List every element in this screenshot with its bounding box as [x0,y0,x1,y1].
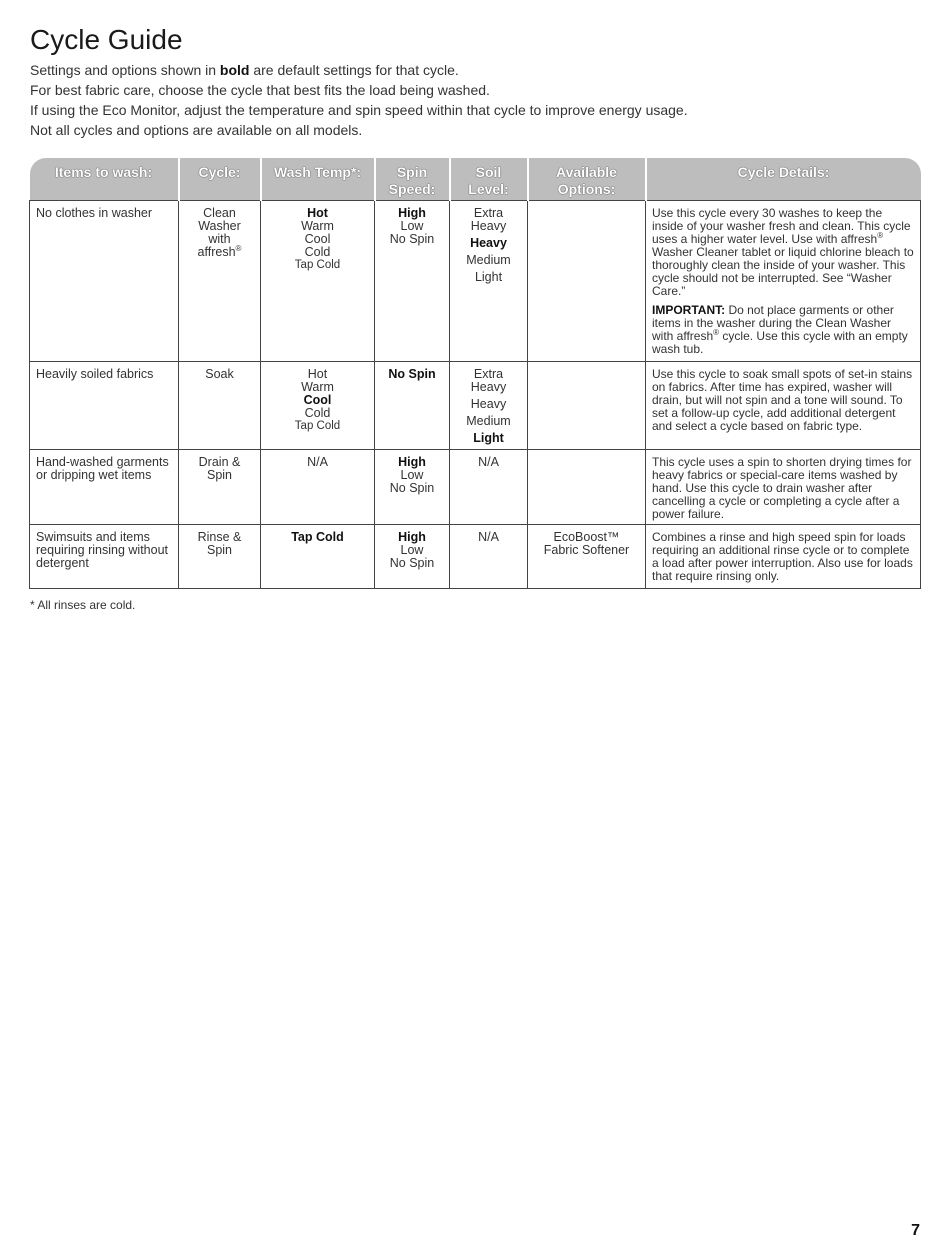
cell-spin-speed: No Spin [375,362,450,450]
cell-cycle: Drain & Spin [179,450,261,525]
cell-available-options: EcoBoost™ Fabric Softener [528,525,646,589]
table-header-row [30,158,921,201]
cell-soil-level: N/A [450,450,528,525]
footnote: * All rinses are cold. [30,598,136,612]
cell-wash-temp: Hot Warm Cool Cold Tap Cold [261,201,375,362]
cell-cycle-details: Combines a rinse and high speed spin for loads requiring an additional rinse cycle or to complete a load after power interruption. Also use for loads that require rinsing only. [646,525,921,589]
cell-cycle-details: Use this cycle to soak small spots of set-in stains on fabrics. After time has expired, washer will drain, but will not spin and a tone will sound. To set a follow-up cycle, add additional detergent and select a cycle based on fabric type. [646,362,921,450]
table-row [30,201,921,362]
page-title: Cycle Guide [30,24,183,55]
cell-spin-speed: High Low No Spin [375,525,450,589]
header-cycle: Cycle: [179,158,261,201]
page-number: 7 [911,1222,920,1239]
header-wash-temp: Wash Temp*: [261,158,375,201]
table-row [30,362,921,450]
cell-wash-temp: Tap Cold [261,525,375,589]
cell-cycle: Clean Washer with affresh® [179,201,261,362]
cell-items: No clothes in washer [30,201,179,362]
intro-line-bold-note: Settings and options shown in bold are default settings for that cycle. [30,62,459,78]
header-available-options: Available Options: [528,158,646,201]
header-spin-speed: Spin Speed: [375,158,450,201]
cycle-guide-table [29,158,921,589]
cell-cycle: Rinse & Spin [179,525,261,589]
cell-items: Heavily soiled fabrics [30,362,179,450]
cell-cycle-details: This cycle uses a spin to shorten drying times for heavy fabrics or special-care items washed by hand. Use this cycle to drain washer after cancelling a cycle or completing a cycle after a power failure. [646,450,921,525]
cell-wash-temp: Hot Warm Cool Cold Tap Cold [261,362,375,450]
table-row [30,525,921,589]
cell-soil-level: Extra Heavy Heavy Medium Light [450,201,528,362]
cell-available-options [528,362,646,450]
header-items-to-wash: Items to wash: [30,158,179,201]
cell-items: Hand-washed garments or dripping wet items [30,450,179,525]
cell-soil-level: N/A [450,525,528,589]
cell-spin-speed: High Low No Spin [375,450,450,525]
cell-available-options [528,201,646,362]
cell-cycle: Soak [179,362,261,450]
intro-line-eco-monitor: If using the Eco Monitor, adjust the temperature and spin speed within that cycle to improve energy usage. [30,102,688,118]
cell-items: Swimsuits and items requiring rinsing without detergent [30,525,179,589]
intro-line-availability: Not all cycles and options are available on all models. [30,122,363,138]
cell-available-options [528,450,646,525]
header-soil-level: Soil Level: [450,158,528,201]
cell-cycle-details: Use this cycle every 30 washes to keep the inside of your washer fresh and clean. This cycle uses a higher water level. Use with affresh® Washer Cleaner tablet or liquid chlorine bleach to thoroughly clean the inside of your washer. This cycle should not be interrupted. See “Washer Care.” IMPORTANT: Do not place garments or other items in the washer during the Clean Washer with affresh® cycle. Use this cycle with an empty wash tub. [646,201,921,362]
intro-text [30,60,910,140]
cell-spin-speed: High Low No Spin [375,201,450,362]
intro-line-fabric-care: For best fabric care, choose the cycle that best fits the load being washed. [30,82,490,98]
table-row [30,450,921,525]
cell-soil-level: Extra Heavy Heavy Medium Light [450,362,528,450]
header-cycle-details: Cycle Details: [646,158,921,201]
cell-wash-temp: N/A [261,450,375,525]
